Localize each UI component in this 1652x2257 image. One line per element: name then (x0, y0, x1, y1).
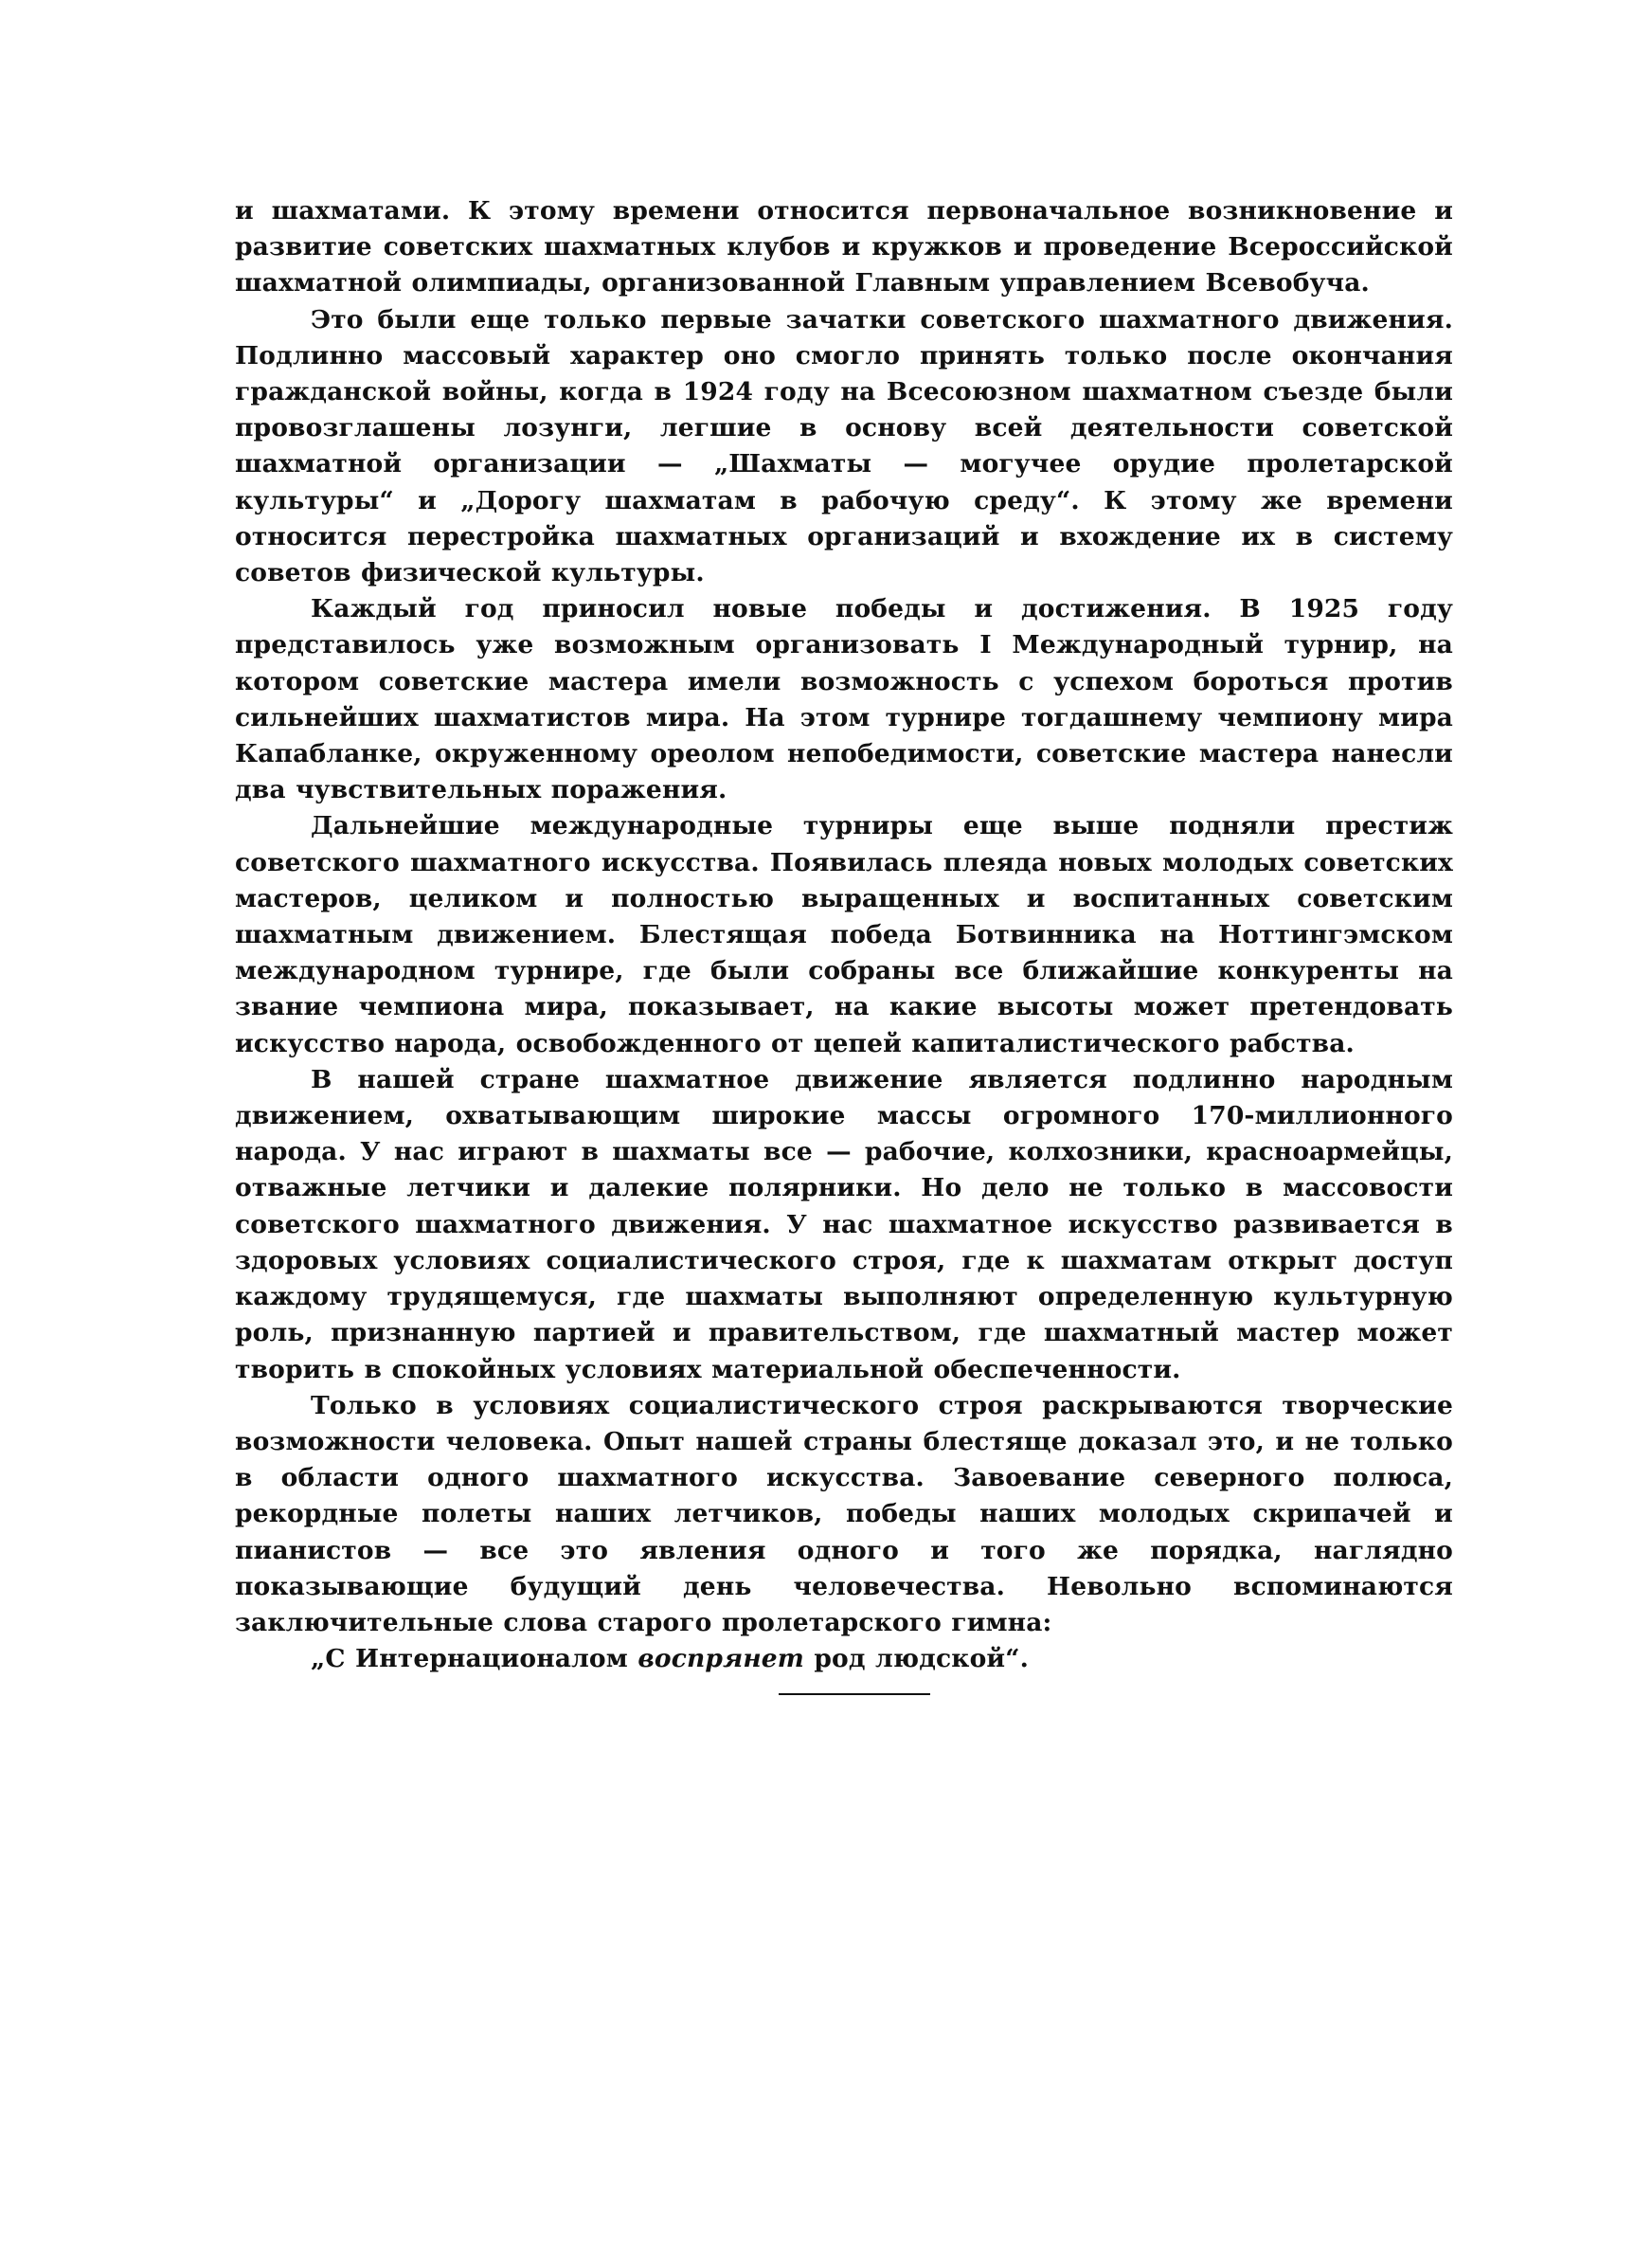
paragraph-1: и шахматами. К этому времени относится первоначальное возникновение и развитие советских шахматных клубов и кружков и проведение Всероссийской шахматной олимпиады, организованной Главным управлением Всевобуча. (235, 196, 1453, 298)
paragraph-4: Дальнейшие международные турниры еще выше подняли престиж советского шахматного искусства. Появилась плеяда новых молодых советских мастеров, целиком и полностью выращенных и воспитанных советским шахматным движением. Блестящая победа Ботвинника на Ноттингэмском международном турнире, где были собраны все ближайшие конкуренты на звание чемпиона мира, показывает, на какие высоты может претендовать искусство народа, освобожденного от цепей капиталистического рабства. (235, 811, 1453, 1058)
paragraph-3: Каждый год приносил новые победы и достижения. В 1925 году представилось уже возможным организовать I Международный турнир, на котором советские мастера имели возможность с успехом бороться против сильнейших шахматистов мира. На этом турнире тогдашнему чемпиону мира Капабланке, окруженному ореолом непобедимости, советские мастера нанесли два чувствительных поражения. (235, 594, 1453, 805)
quote-end: род людской“. (803, 1644, 1029, 1674)
paragraph-6: Только в условиях социалистического строя раскрываются творческие возможности человека. Опыт нашей страны блестяще доказал это, и не только в области одного шахматного искусства. Завоевание северного полюса, рекордные полеты наших летчиков, победы наших молодых скрипачей и пианистов — все это явления одного и того же порядка, наглядно показывающие будущий день человечества. Невольно вспоминаются заключительные слова старого пролетарского гимна: (235, 1390, 1453, 1637)
anthem-quote (235, 1641, 1453, 1677)
quote-emphasis: воспрянет (637, 1644, 804, 1674)
paragraph-5: В нашей стране шахматное движение является подлинно народным движением, охватывающим широкие массы огромного 170-миллионного народа. У нас играют в шахматы все — рабочие, колхозники, красноармейцы, отважные летчики и далекие полярники. Но дело не только в массовости советского шахматного движения. У нас шахматное искусство развивается в здоровых условиях социалистического строя, где к шахматам открыт доступ каждому трудящемуся, где шахматы выполняют определенную культурную роль, признанную партией и правительством, где шахматный мастер может творить в спокойных условиях материальной обеспеченности. (235, 1064, 1453, 1384)
quote-start: „С Интернационалом (311, 1644, 638, 1674)
body-text (235, 193, 1453, 1677)
paragraph-2: Это были еще только первые зачатки советского шахматного движения. Подлинно массовый характер оно смогло принять только после окончания гражданской войны, когда в 1924 году на Всесоюзном шахматном съезде были провозглашены лозунги, легшие в основу всей деятельности советской шахматной организации — „Шахматы — могучее орудие пролетарской культуры“ и „Дорогу шахматам в рабочую среду“. К этому же времени относится перестройка шахматных организаций и вхождение их в систему советов физической культуры. (235, 304, 1453, 588)
closing-rule (779, 1693, 930, 1695)
